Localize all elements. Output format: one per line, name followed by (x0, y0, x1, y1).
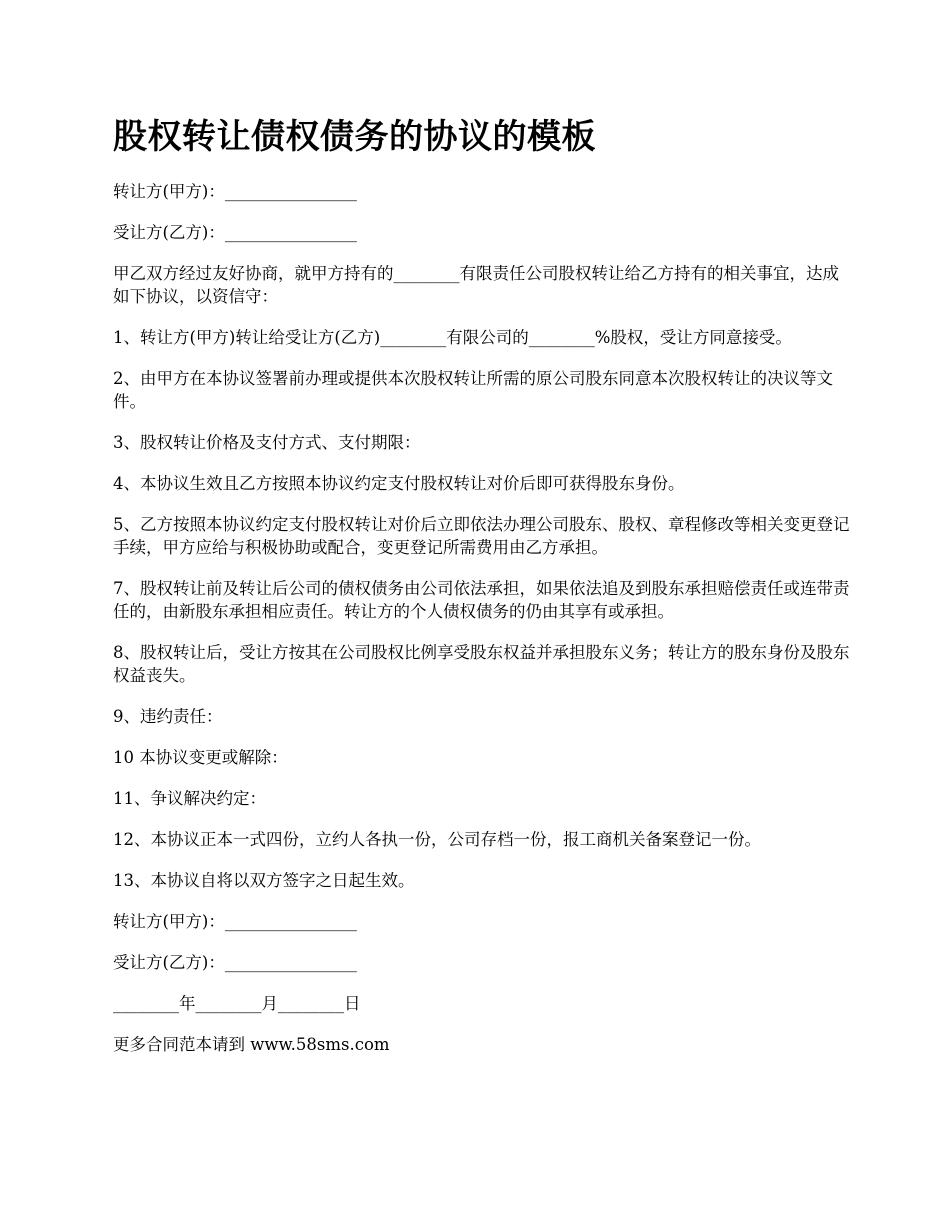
transferee-line: 受让方(乙方)：________________ (113, 223, 357, 242)
clause-7: 7、股权转让前及转让后公司的债权债务由公司依法承担，如果依法追及到股东承担赔偿责任或连带责任的，由新股东承担相应责任。转让方的个人债权债务的仍由其享有或承担。 (113, 579, 850, 621)
clause-10: 10 本协议变更或解除： (113, 748, 288, 767)
footer-note: 更多合同范本请到 www.58sms.com (113, 1035, 390, 1054)
clause-2: 2、由甲方在本协议签署前办理或提供本次股权转让所需的原公司股东同意本次股权转让的决议等文件。 (113, 369, 833, 411)
clause-9: 9、违约责任： (113, 707, 223, 726)
clause-1: 1、转让方(甲方)转让给受让方(乙方)________有限公司的________%股权，受让方同意接受。 (113, 328, 792, 347)
clause-11: 11、争议解决约定： (113, 789, 266, 808)
document-page (113, 112, 853, 1074)
clause-5: 5、乙方按照本协议约定支付股权转让对价后立即依法办理公司股东、股权、章程修改等相关变更登记手续，甲方应给与积极协助或配合，变更登记所需费用由乙方承担。 (113, 515, 850, 557)
transferor-line: 转让方(甲方)：________________ (113, 182, 357, 201)
document-title: 股权转让债权债务的协议的模板 (113, 117, 596, 157)
clause-13: 13、本协议自将以双方签字之日起生效。 (113, 871, 415, 890)
preamble-paragraph: 甲乙双方经过友好协商，就甲方持有的________有限责任公司股权转让给乙方持有的相关事宜，达成如下协议，以资信守： (113, 264, 839, 306)
signature-transferor: 转让方(甲方)：________________ (113, 912, 357, 931)
clause-8: 8、股权转让后，受让方按其在公司股权比例享受股东权益并承担股东义务；转让方的股东身份及股东权益丧失。 (113, 643, 850, 685)
clause-3: 3、股权转让价格及支付方式、支付期限： (113, 433, 421, 452)
date-line: ________年________月________日 (113, 994, 361, 1013)
signature-transferee: 受让方(乙方)：________________ (113, 953, 357, 972)
clause-4: 4、本协议生效且乙方按照本协议约定支付股权转让对价后即可获得股东身份。 (113, 474, 685, 493)
clause-12: 12、本协议正本一式四份，立约人各执一份，公司存档一份，报工商机关备案登记一份。 (113, 830, 761, 849)
